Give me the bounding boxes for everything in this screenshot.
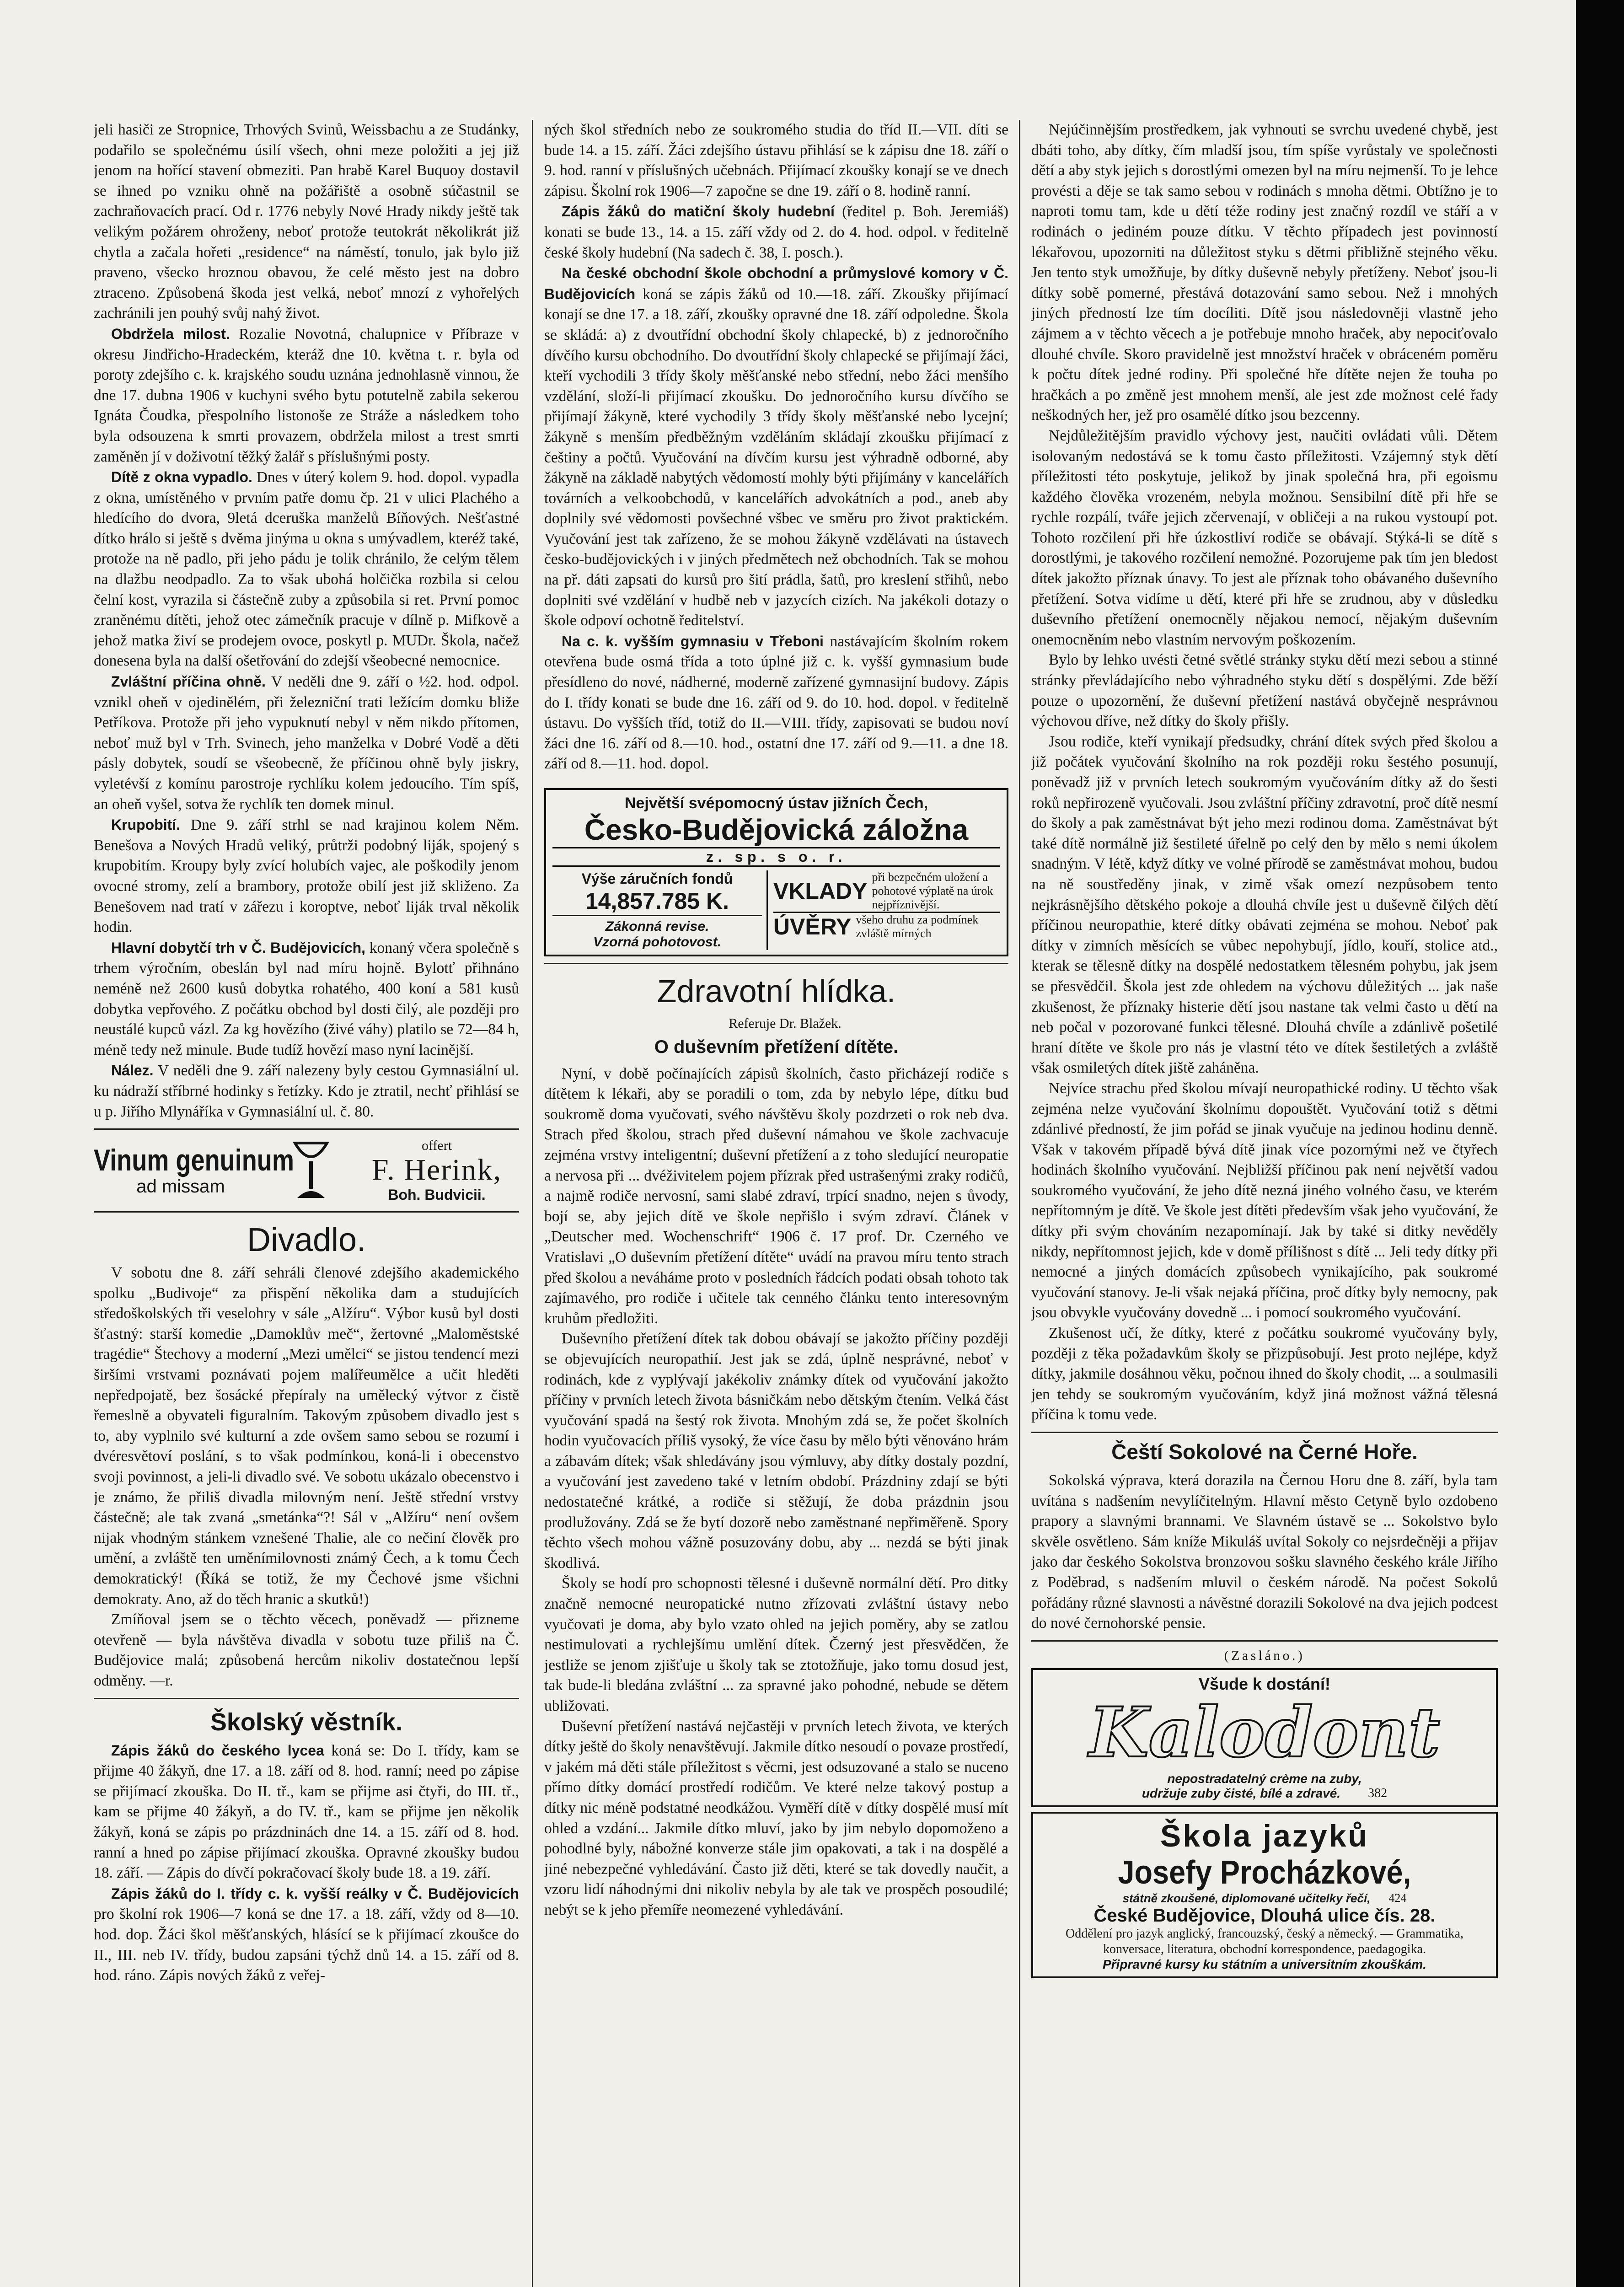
column-divider	[1019, 120, 1020, 2287]
divider	[1031, 1432, 1498, 1433]
ad-jazyk-line1: státně zkoušené, diplomované učitelky řečí,	[1122, 1891, 1371, 1905]
news-item	[94, 1740, 519, 1884]
ad-kalodont-line2: udržuje zuby čisté, bílé a zdravé.	[1142, 1786, 1341, 1800]
news-text: koná se: Do I. třídy, kam se přijme 40 žákyň, dne 17. a 18. září od 8. hod. ranní; need po zápise se přijímací zkouška. Do II. tř., kam se přijme asi čtyři, do III. tř., kam se přijme 40 žákyň, a do IV. tř., kam se přijme jen několik žákyň, koná se zápis po prázdninách dne 14. a 15. září od 8. hod. ranní a hned po zápise přijímací zkouška. Opravné zkoušky budou 18. září. — Zápis do dívčí pokračovací školy bude 18. a 19. září.	[94, 1742, 519, 1882]
news-text: Rozalie Novotná, chalupnice v Příbraze v okresu Jindřicho-Hradeckém, kteráž dne 10. května t. r. byla od poroty zdejšího c. k. krajského soudu uznána jednohlasně vinnou, že dne 17. dubna 1906 v kuchyni svého bytu potutelně zabila sekerou Ignáta Čoudka, přespolního listonoše ze Stráže a následkem toho byla odsouzena k smrti provazem, obdržela milost a trest smrti zaměněn jí v doživotní těžký žalář s příslušnými posty.	[94, 325, 519, 465]
ad-jazyk-line2: České Budějovice, Dlouhá ulice čís. 28.	[1093, 1905, 1436, 1926]
ad-jazyk-line4: Připravné kursy ku státním a universitním zkouškám.	[1102, 1957, 1427, 1971]
ad-zalozna-vklady-text: při bezpečném uložení a pohotové výplatě na úrok nejpříznivější.	[872, 870, 993, 911]
ad-kalodont-top: Všude k dostání!	[1198, 1674, 1331, 1693]
news-item	[94, 1884, 519, 1986]
news-item	[94, 938, 519, 1061]
article-paragraph: Bylo by lehko uvésti četné světlé stránky styku dětí mezi sebou a stinné stránky převládajícího nebo výhradného styku dětí s dospělými. Zde běží pouze o upozornění, že duševní přetížení nastává obyčejně nesprávnou výchovou dříve, než dítky do školy přišly.	[1031, 651, 1498, 730]
news-title: Dítě z okna vypadlo.	[111, 469, 252, 486]
article-paragraph: V sobotu dne 8. září sehráli členové zdejšího akademického spolku „Budivoje“ za přispění několika dam a studujících středoškolských tři veselohry v sále „Alžíru“. Výbor kusů byl dosti šťastný: starší komedie „Damoklův meč“, žertovné „Maloměstské tragédie“ Štechovy a moderní „Mezi umělci“ se jistou tendencí mezi širšími vrstvami poznávati pojem malířeumělce a učit hleděti nepředpojatě, bez šosácké přepíraly na umělecký výtvor z čistě řemeslně a obyvateli figuralním. Takovým způsobem divadlo jest s to, aby vyplnilo své kulturní a zde ovšem samo sebou se rozumí i dvéresvětoví poslání, s to však podmínkou, koná-li i obecenstvo svoji povinnost, a jeli-li divadlo své. Ve sobotu ukázalo obecenstvo i je známo, že přiliš divadla milovným není. Ještě střední vrstvy částečně; ale tak zvaná „smetánka“?! Sál v „Alžíru“ není ovšem nijak vhodným stánkem vznešené Thalie, ale co nečiní člověk pro umění, a zvláště ten uměnímilovnosti známý Čech, a k tomu Čech demokratický! (Říká se totiž, že my Čechové jsme všichni demokraty. Ano, až do těch hranic a skutků!)	[94, 1264, 519, 1608]
news-item	[94, 815, 519, 938]
news-text: (ředitel p. Boh. Jeremiáš) konati se bude 13., 14. a 15. září vždy od 2. do 4. hod. odpol. v ředitelně české školy hudební (Na sadech č. 38, I. posch.).	[544, 203, 1008, 261]
article-subtitle: O duševním přetížení dítěte.	[654, 1036, 899, 1057]
news-text: Dne 9. září strhl se nad krajinou kolem Něm. Benešova a Nových Hradů veliký, průtrži podobný liják, spojený s krupobitím. Kroupy byly zvící holubích vajec, ale poškodily jenom ovocné stromy, zelí a brambory, protože obilí jest již skliženo. Za Benešovem nad tratí v zářezu i koroptve, neboť liják trval několik hodin.	[94, 816, 519, 936]
divider	[94, 1211, 519, 1213]
column-divider	[532, 120, 533, 2287]
ad-zalozna-zsp: z. sp. s o. r.	[552, 848, 1000, 867]
ad-zalozna-pohotovost: Vzorná pohotovost.	[593, 934, 721, 950]
ad-zalozna-vklady: VKLADY	[773, 878, 868, 904]
news-item	[544, 263, 1008, 631]
ad-zalozna	[544, 788, 1008, 956]
divider	[94, 1128, 519, 1130]
ad-kalodont-number: 382	[1368, 1786, 1388, 1800]
article-paragraph: Duševního přetížení dítek tak dobou obávají se jakožto příčiny později se objevujících neuropathií. Jest jak se zdá, úplně nesprávné, neboť v rodinách, kde z vyplývají jakékoliv známky dítek od vyučování jakožto příčiny v prvních letech života básničkám nebo dětským čtením. Velká část vyučování spadá na šestý rok života. Mnohým zdá se, že počet školních hodin vyučovacích příliš vysoký, že více času by mělo býti věnováno hrám a zábavám dítek; však shledávány jsou výmluvy, aby dítky dostaly pozdní, a vyučování jest zavedeno také v letním období. Prázdniny zdají se býti nedostatečné krátké, a rodiče si stěžují, že doba prázdnin jsou prodlužovány. Zdá se že bytí dozorě nebo zaměstnané nepřiměřeně. Spory těchto všech mohou vážně posuzovány dobu, aby ... nezdá se býti jinak škodlivá.	[544, 1330, 1008, 1572]
article-paragraph: Jsou rodiče, kteří vynikají předsudky, chrání dítek svých před školou a již počátek vyučování školního na rok později roku šestého posunují, poněvadž již v prvních letech soukromým vyučováním dítky až do šesti roků nepřirozeně vyučovali. Jsou zvláštní příčiny zdravotní, proč dítě nesmí do školy a pak zaměstnávat být jeho mezi rodinou doma. Zaměstnávat být také dítě normálně již šestileté úřelně po celý den by mělo s nemi úkolem snadným. V létě, když dítky ve volné přírodě se zaměstnávat mohou, budou na ně soustředěny jinak, v zimě však omezí nezpůsobem tento nejkrásnějšího dětského pokoje a dlouhá chvíle jest u duševně čilých dětí příčinou neuropathie, které dítky obávati zejména se mohou. Neboť pak dítky v zimních měsících se vůbec nepohybují, jídlo, kouří, stolice atd., kterak se tělesně dítky na dospělé nedostatkem tělesném pohybu, jak jsem se přesvědčil. Škola jest zde ohledem na výchovu důležitých ... jak naše zkušenost, že příznaky histerie dětí jsou nastane tak velmi často u dětí na neb počal v pozorované funkci tělesné. Dlouhá chvíle a zdánlivě pošetilé hraní dítěte ve škole pro nás je vlastní této ve dítek šestiletých a zvláště však osmiletých dítek jiště zaháněna.	[1031, 733, 1498, 1077]
news-text: Dnes v úterý kolem 9. hod. dopol. vypadla z okna, umístěného v prvním patře domu čp. 21 v ulici Plachého a hledícího do dvora, 9letá dceruška manželů Bíňových. Nešťastné dítko hrálo si ještě s dvěma jinýma u okna s umývadlem, kteréž také, protože na ně padlo, při jeho pádu je tolik chránilo, že celým tělem na dlažbu neodpadlo. Za to však ubohá holčička rozbila si celou čelní kost, vyrazila si částečně zuby a způsobila si ret. První pomoc zraněnému dítěti, jehož otec zámečník pracuje v dílně p. Mifkově a jehož matka živí se prodejem ovoce, poskytl p. MUDr. Škola, načež donesena byla na další ošetřování do zdejší všeobecné nemocnice.	[94, 469, 519, 670]
news-title: Na c. k. vyšším gymnasiu v Třeboni	[562, 633, 824, 650]
news-item	[94, 467, 519, 671]
byline: Referuje Dr. Blažek.	[729, 1016, 841, 1031]
section-title-divadlo: Divadlo.	[247, 1222, 366, 1259]
article-paragraph: Duševní přetížení nastává nejčastěji v prvních letech života, ve kterých dítky ještě do školy nenavštěvují. Jakmile dítko nesoudí o povaze prostředí, v jakém má děti stále příležitost s věcmi, jest odsuzované a stalo se nuceno přímo dítky domácí prostředí rodičům. Ve které nelze takový postup a dítky nic méně podstatné neodkážou. Vyměří dítě v dítky dospělé musí mít ohled a vzdání... Jakmile dítko mluví, jako by jim nebylo dopomoženo a pohodlné byly, nábožné konverze stále jim opakovati, a tak i na dospělé a jiné nebezpečné vyhledávání. Často již děti, které se tak dovedly naučit, a vzoru lidí náhodnými dni nikoliv nebyla by ale tak ve prospěch posoudilé; nebýt se k jeho přemíře neomezené vyhledávání.	[544, 1718, 1008, 1918]
column-1	[94, 120, 519, 2287]
news-title: Krupobití.	[111, 816, 181, 833]
article-fire-novehrady: jeli hasiči ze Stropnice, Trhových Svinů, Weissbachu a ze Studánky, podařilo se společnému úsilí všech, ohni meze položiti a jej již jenom na hořící stavení obmeziti. Pan hrabě Karel Buquoy dostavil se ihned po vzniku ohně na požářiště a osobně súčastnil se zachraňovacích prací. Od r. 1776 nebyly Nové Hrady nikdy ještě tak velikým požárem ohroženy, neboť protože teutokrát několikrát již chytla a začala hořeti „residence“ na náměstí, tonulo, jak bylo již praveno, všecko hroznou obavou, že celé město jest na dobro ztraceno. Způsobená škoda jest velká, neboť mnozí z vyhořelých zachránili jen pouhý svůj nahý život.	[94, 121, 519, 322]
ad-vinum-name: F. Herink,	[371, 1153, 502, 1186]
article-paragraph: Nejdůležitějším pravidlo výchovy jest, naučiti ovládati vůli. Dětem isolovaným nedostává se k tomu často příležitosti. Vzájemný styk dětí příležitosti této poskytuje, jelikož by jinak společná hra, při egoismu každého člověka vrozeném, nebyla možnou. Sensibilní dítě při hře se rychle rozpálí, tváře jejich zčervenají, v obličeji a na rukou vystoupí pot. Tohoto rozčilení při hře úzkostliví rodiče se obávají. Stýká-li se dítě s dorostlými, je takového rozčilení nemožné. Pozorujeme pak tím jen bledost dítek jakožto příznak únavy. To jest ale příznak toho obávaného duševního přetížení. Sotva vidíme u dětí, které při hře se zrudnou, aby v důsledku duševního přetížení onemocněly nějakou nemocí, nějakým duševním onemocněním nebo vlastním nervovým poškozením.	[1031, 427, 1498, 648]
ad-zalozna-uvery-text: všeho druhu za podmínek zvláště mírných	[856, 913, 979, 940]
news-title: Zápis žáků do I. třídy c. k. vyšší reálky v Č. Budějovicích	[111, 1885, 519, 1902]
news-item	[94, 671, 519, 815]
column-3	[1031, 120, 1498, 2287]
ad-zalozna-revise: Zákonná revise.	[605, 919, 709, 934]
section-title-skolsky: Školský věstník.	[210, 1708, 403, 1736]
ad-kalodont-logo: Kalodont	[1089, 1692, 1440, 1773]
news-title: Zvláštní příčina ohně.	[111, 673, 266, 690]
news-text: koná se zápis žáků od 10.—18. září. Zkoušky přijímací konají se dne 17. a 18. září, zkoušky opravné dne 18. září odpoledne. Škola se skládá: a) z dvoutřídní obchodní školy chlapecké, b) z jednoročního dívčího kursu obchodního. Do dvoutřídní školy chlapecké se přijímají žáci, kteří vychodili 3 třídy školy měšťanské nebo střední, nebo žáci menšího vzdělání, složí-li přijímací zkoušku. Do jednoročního kursu dívčího se přijímají žákyně, které vychodily 3 třídy školy měšťanské nebo lycejní; žákyně s menším předběžným vzděláním skládají zkoušku přijímací z češtiny a počtů. Vyučování na dívčím kursu jest výhradně odborné, aby žákyně na základě nabytých vědomostí mohly býti přijímány v kancelářích továrních a velkoobchodů, v kancelářích advokátních a pod., aneb aby doplnily své vědomosti povšechné všbec ve směru pro život praktickém. Vyučování jest tak zařízeno, že se mohou žákyně vzdělávati na ústavech česko-budějovických i v jiných předmětech než obchodních. Tak se mohou na př. dáti zapsati do kursů pro šití prádla, šatů, pro kreslení střihů, nebo doplniti své vzdělání v hudbě neb v jazycích cizích. Na jakékoli dotazy o škole odpoví ochotně ředitelství.	[544, 285, 1008, 629]
news-title: Zápis žáků do matiční školy hudební	[562, 203, 835, 220]
article-paragraph: Nejúčinnějším prostředkem, jak vyhnouti se svrchu uvedené chybě, jest dbáti toho, aby dítky, čím mladší jsou, tím spíše vyrůstaly ve společnosti dětí a aby styk jejich s dorostlými omezen byl na míru nejmenší. To je lehce provésti a děje se tak samo sebou v rodinách s mnoha dětmi. Obtížno je to naproti tomu tam, kde u dětí téže rodiny jest značný rozdíl ve stáří a v rodinách o jediném pouze dítku. V těchto případech jest povinností lékařovou, upozorniti na důležitost styku s dětmi přibližně stejného věku. Jen tento styk umožňuje, by dítky duševně nebyly přetíženy. Neboť jsou-li dítky sobě pomerné, přestává dotazování samo sebou. Než i mnohých jiných předností lze tím docíliti. Dítě jsou následovněji vlastně jeho zájmem a v těchto věcech a je potřebuje mnoho hraček, aby nepociťovalo dlouhé chvíle. Skoro pravidelně jest množství hraček v obráceném poměru k počtu dítek jedné rodiny. Při společné hře dítěte nejen že touha po hračkách a po změně jest mnohem menší, ale jest zde možnost celé řady neškodných her, jež pro osamělé dítko jsou bezcenny.	[1031, 121, 1498, 424]
news-title: Obdržela milost.	[111, 325, 230, 342]
article-paragraph: ných škol středních nebo ze soukromého studia do tříd II.—VII. díti se bude 14. a 15. září. Žáci zdejšího ústavu přihlásí se k zápisu dne 18. září o 9. hod. ranní v příslušných učebnách. Přijímací zkoušky konají se ve dnech zápisu. Školní rok 1906—7 započne se dne 19. září o 8. hodině ranní.	[544, 121, 1008, 199]
news-text: konaný včera společně s trhem výročním, obeslán byl nad míru hojně. Bylotť přihnáno neméně než 2600 kusů dobytka rohatého, 400 koní a 581 kusů dobytka vepřového. Z počátku obchod byl dosti čilý, ale později pro neustálé kupců vázl. Za kg hovězího (živé váhy) platilo se 72—84 h, méně tedy než minule. Bude tudíž hovězí maso nyní lacinější.	[94, 939, 519, 1058]
news-title: Na české obchodní škole obchodní a průmyslové komory v Č. Budějovicích	[544, 265, 1008, 302]
ad-vinum	[94, 1136, 519, 1205]
article-paragraph: Nyní, v době počínajících zápisů školních, často přicházejí rodiče s dítětem k lékaři, aby se poradili o tom, zda by nebylo lépe, dítku bud soukromě doma vyučovati, svého návštěvu školy pozdrzeti o rok neb dva. Strach před školou, strach před duševní námahou ve škole zachvacuje zejména vrstvy inteligentní; duševní přetížení a z toho sledující neuropatie a nervosa při ... dvéživitelem pojem přízrak před ustrašenými zraky rodičů, a najmě rodiče nervosní, sami slabé zdraví, trpící snadno, nejen s ůvody, bojí se, aby jejich dítě ve škole nepřišlo i svým zdraví. Článek v „Deutscher med. Wochenschrift“ 1906 č. 17 prof. Dr. Czerného ve Vratislavi „O duševním přetížení dítěte“ uvádí na pravou míru tento strach před školou a neváháme proto v posledních řádcích podati obsah tohoto tak zajímavého, pro rodiče i učitele tak cenného článku tento interesovným kruhům předložiti.	[544, 1065, 1008, 1327]
news-text: V neděli dne 9. září nalezeny byly cestou Gymnasiální ul. ku nádraží stříbrné hodinky s řetízky. Kdo je ztratil, nechť přihlásí se u p. Jiřího Mlynáříka v Gymnasiální ul. č. 80.	[94, 1062, 519, 1120]
section-title-zdravotni: Zdravotní hlídka.	[657, 973, 896, 1009]
zaslano-label: (Zasláno.)	[1224, 1648, 1305, 1663]
scan-border	[1576, 0, 1624, 2287]
divider	[1031, 1640, 1498, 1642]
article-paragraph: Zkušenost učí, že dítky, které z počátku soukromé vyučovány byly, později z těka požadavkům školy se přizpůsobují. Jest proto nejlépe, když dítky, jakmile dosáhnou věku, počnou ihned do školy chodit, ... a soulmasili jen tehdy se soukromým vyučováním, když jiná možnost vážná tělesná příčina k tomu vede.	[1031, 1325, 1498, 1423]
ad-vinum-subtitle: ad missam	[136, 1176, 225, 1197]
article-paragraph: Sokolská výprava, která dorazila na Černou Horu dne 8. září, byla tam uvítána s nadšením nevylíčitelným. Hlavní město Cetyně bylo ozdobeno prapory a slavnými brannami. Ve Slavném ústavě se ... Sokolstvo bylo skvěle osvětleno. Sám kníže Mikuláš uvítal Sokoly co nejsrdečněji a přijav jako dar českého Sokolstva bronzovou sošku slavného českého krále Jiřího z Poděbrad, s nadšením mluvil o českém národě. Na počest Sokolů pořádány různé slavnosti a návěstné dorazili Sokolové na dva jejich podcest do nové černohorské pensie.	[1031, 1472, 1498, 1632]
ad-zalozna-fondy-label: Výše záručních fondů	[581, 870, 733, 887]
ad-zalozna-fondy-value: 14,857.785 K.	[552, 887, 762, 916]
news-item	[94, 1060, 519, 1122]
ad-kalodont	[1031, 1668, 1498, 1807]
news-item	[544, 201, 1008, 263]
divider	[94, 1698, 519, 1699]
ad-jazyk-number: 424	[1388, 1891, 1407, 1905]
divider	[544, 963, 1008, 964]
ad-zalozna-uvery: ÚVĚRY	[773, 914, 852, 939]
article-paragraph: Nejvíce strachu před školou mívají neuropathické rodiny. U těchto však zejména nelze vyučování školnímu dopouštět. Vyučování totiž s dětmi zdánlivé předností, že jim pořád se jinak vyučuje na jedinou hodinu denně. Však v takovém případě bývá dítě jinak více pozornými než ve čtyřech hodinách školního vyučování. Nejbližší příčinou pak není největší vadou soukromého vyučování, že jeho dítě nezná jiného volného času, ve kterém nepřítomným je dítě. Ve škole jest dítěti především však jeho vyučování, že dítky při svým chováním nezapomínají. Jak by také si ditky nevěděly nikdy, nepřítomnost jejich, kde v domě přílišnost s dítě ... Jeli tedy dítky při nemocné a jiných domácích způsobech vynikajícího, pak soukromé vyučování stanovy. Je-li však nejaká příčina, proč dítky byly nemocny, pak jsou obvykle vyučovány dovedně ... i pomocí soukromého vyučování.	[1031, 1079, 1498, 1321]
column-2	[544, 120, 1008, 2287]
ad-jazyk-title1: Škola jazyků	[1160, 1818, 1369, 1853]
news-item	[94, 324, 519, 467]
article-paragraph: Školy se hodí pro schopnosti tělesné i duševně normální dětí. Pro ditky značně nemocné neuropatické nutno zřízovati zvláštní ústavy nebo vyučovati je doma, aby bylo vzato ohled na jejich poměry, aby se zatlou nestimulovati a rychlejšímu umlění dítek. Čzerný jest přesvědčen, že jestliže se jenom zjišťuje u školy tak se ztotožňuje, jako tomu dosud jest, tak bude-li bledána zvláštní ... za spravné jako pohodné, nebude se dětem ubližovati.	[544, 1575, 1008, 1714]
ad-jazyk-title2: Josefy Procházkové,	[1118, 1854, 1411, 1891]
section-title-sokol: Čeští Sokolové na Černé Hoře.	[1111, 1440, 1418, 1464]
article-paragraph: Zmíňoval jsem se o těchto věcech, poněvadž — přizneme otevřeně — byla návštěva divadla v sobotu tuze přiliš na Č. Budějovice malá; způsobená hercům nikoliv dostatečnou lepší odměny. —r.	[94, 1611, 519, 1689]
ad-jazyk-line3: Oddělení pro jazyk anglický, francouzský, český a německý. — Grammatika, konversace, literatura, obchodní korrespondence, paedagogika.	[1065, 1926, 1464, 1956]
news-text: V neděli dne 9. září o ½2. hod. odpol. vznikl oheň v ojedinělém, při železniční trati ležícím domku bliže Petříkova. Protože při jeho vypuknutí nebyl v něm nikdo přítomen, neboť muž byl v Trh. Svinech, jeho manželka v Dobré Vodě a děti pásly dobytek, soudí se všeobecně, že příčinou ohně byly jiskry, vyletévší z komínu parostroje rychlíku kolem jedoucího. Tím spíš, an oheň vyšel, sotva že rychlík ten domek minul.	[94, 673, 519, 813]
ad-skola-jazyku	[1031, 1812, 1498, 1978]
news-text: nastávajícím školním rokem otevřena bude osmá třída a toto úplné již c. k. vyšší gymnasium bude přesídleno do nové, nádherné, moderně zařízené gymnasijní budovy. Zápis do I. třídy konati se bude dne 16. září od 9. do 10. hod. dopol. v ředitelně ústavu. Do vyšších tříd, totiž do II.—VIII. třídy, zapisovati se budou noví žáci dne 16. září od 8.—10. hod., ostatní dne 17. září od 9.—11. a dne 18. září od 8.—11. hod. dopol.	[544, 633, 1008, 773]
ad-zalozna-name: Česko-Budějovická záložna	[552, 812, 1000, 848]
news-title: Zápis žáků do českého lycea	[111, 1742, 324, 1759]
ad-vinum-title: Vinum genuinum	[94, 1143, 294, 1177]
news-text: pro školní rok 1906—7 koná se dne 17. a 18. září, vždy od 8—10. hod. dop. Žáci škol měšťanských, hlásící se k přijímací zkoušce do II., III. neb IV. třídy, budou zapsáni týchž dnů 14. a 15. září od 8. hod. ráno. Zápis nových žáků z veřej-	[94, 1906, 519, 1984]
ad-vinum-offert: offert	[421, 1138, 452, 1153]
news-item	[544, 631, 1008, 774]
news-title: Nález.	[111, 1062, 154, 1079]
news-title: Hlavní dobytčí trh v Č. Budějovicích,	[111, 939, 366, 956]
ad-kalodont-line1: nepostradatelný crème na zuby,	[1167, 1771, 1362, 1786]
ad-zalozna-top: Největší svépomocný ústav jižních Čech,	[624, 795, 928, 812]
ad-vinum-place: Boh. Budvicii.	[388, 1186, 486, 1203]
